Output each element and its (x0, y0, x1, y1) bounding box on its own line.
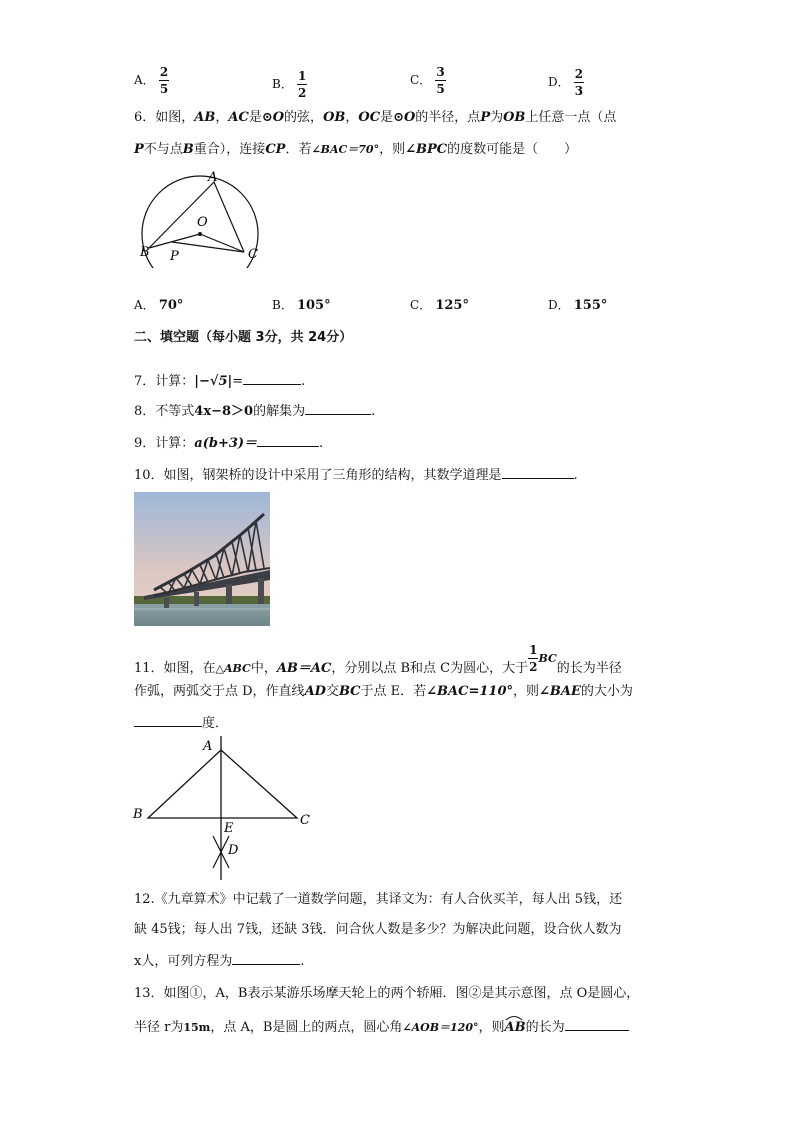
answer-blank (502, 464, 574, 479)
q6-option-d: D． 155° (548, 298, 608, 313)
bridge-photo (134, 492, 270, 626)
bridge-image (134, 492, 270, 626)
label-b: B (140, 245, 150, 260)
q9: 9．计算：a(b+3)＝ . (134, 432, 323, 454)
q12-line-1: 12.《九章算术》中记载了一道数学问题，其译文为：有人合伙买羊，每人出 5钱，还 (134, 892, 623, 907)
label-a: A (208, 170, 218, 185)
fraction: $\frac{1}{2}$ (297, 69, 307, 100)
q8: 8．不等式4x−8＞0的解集为 . (134, 400, 375, 422)
answer-blank (232, 950, 300, 965)
answer-blank (134, 712, 202, 727)
q7: 7．计算：|−√5|= . (134, 370, 305, 392)
q5-option-d: D． $\frac{2}{3}$ (548, 67, 584, 98)
arc-ab: AB (505, 1018, 526, 1038)
label-a: A (203, 739, 213, 754)
fraction: $\frac{3}{5}$ (436, 65, 445, 96)
q13-line-2: 半径 r为15m，点 A，B是圆上的两点，圆心角∠AOB＝120°，则 AB的长为 (134, 1016, 629, 1038)
answer-blank (257, 432, 319, 447)
answer-blank (243, 370, 301, 385)
label-e: E (224, 821, 234, 836)
arc-mark (505, 1015, 523, 1021)
q11-line-3: 度． (134, 712, 228, 734)
q10: 10．如图，钢架桥的设计中采用了三角形的结构，其数学道理是 . (134, 464, 578, 486)
fraction: $\frac{1}{2}$ (529, 643, 538, 674)
label-c: C (300, 813, 310, 828)
label-p: P (170, 249, 179, 264)
q5-option-a: A． $\frac{2}{5}$ (134, 65, 169, 96)
q12-line-2: 缺 45钱；每人出 7钱，还缺 3钱．问合伙人数是多少？为解决此问题，设合伙人数为 (134, 922, 622, 937)
answer-blank (305, 400, 371, 415)
label-d: D (228, 843, 239, 858)
q6-option-b: B． 105° (272, 298, 331, 313)
q11-line-2: 作弧，两弧交于点 D，作直线AD交BC于点 E．若∠BAC=110°，则∠BAE的大小为 (134, 684, 633, 699)
section-title: 二、填空题（每小题 3分，共 24分） (134, 330, 353, 345)
q12-line-3: x人，可列方程为 . (134, 950, 304, 972)
q13-line-1: 13．如图①，A，B表示某游乐场摩天轮上的两个轿厢．图②是其示意图，点 O是圆心， (134, 986, 640, 1001)
fraction: $\frac{2}{3}$ (574, 67, 584, 98)
label-c: C (248, 247, 258, 262)
q6-line-2: P不与点B重合），连接CP．若∠BAC＝70°，则∠BPC的度数可能是（ ） (134, 142, 578, 157)
q5-option-c: C． $\frac{3}{5}$ (410, 65, 445, 96)
q6-circle-figure (134, 168, 266, 268)
label-o: O (197, 215, 208, 230)
q6-line-1: 6．如图，AB，AC是⊙O的弦，OB，OC是⊙O的半径，点P为OB上任意一点（点 (134, 110, 617, 125)
answer-blank (565, 1016, 629, 1031)
q6-option-c: C． 125° (410, 298, 469, 313)
q6-option-a: A． 70° (134, 298, 184, 313)
label-b: B (133, 807, 143, 822)
q11-line-1: 11．如图，在△ABC中，AB＝AC，分别以点 B和点 C为圆心，大于 $\frac{1}{2}$ $^{BC}$的长为半径 (134, 643, 622, 676)
q11-triangle-figure (130, 734, 320, 884)
fraction: $\frac{2}{5}$ (159, 65, 169, 96)
q5-option-b: B． $\frac{1}{2}$ (272, 69, 307, 100)
